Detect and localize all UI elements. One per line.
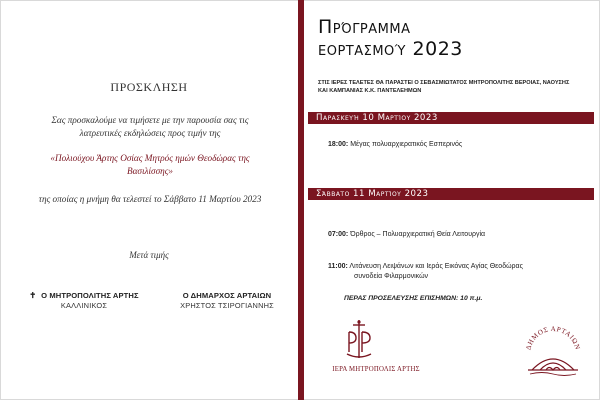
event-item bbox=[328, 140, 584, 150]
municipality-seal-icon bbox=[522, 320, 584, 382]
metropolis-caption: ΙΕΡΑ ΜΗΤΡΟΠΟΛΙΣ ΑΡΤΗΣ bbox=[332, 366, 420, 373]
event-text: Λιτάνευση Λειψάνων και Ιεράς Εικόνας Αγίας Θεοδώρας bbox=[349, 263, 523, 270]
signature-mayor bbox=[162, 291, 292, 310]
invitation-title: ΠΡΟΣΚΛΗΣΗ bbox=[110, 80, 188, 94]
program-title bbox=[318, 16, 598, 60]
feast-name: «Πολιούχου Άρτης Οσίας Μητρός ημών Θεοδώρας της Βασιλίσσης» bbox=[50, 153, 250, 176]
signatory-role: Ο ΜΗΤΡΟΠΟΛΙΤΗΣ ΑΡΤΗΣ bbox=[41, 291, 139, 300]
program-panel bbox=[304, 0, 600, 400]
event-text: Μέγας πολυαρχιερατικός Εσπερινός bbox=[350, 141, 463, 148]
svg-text:ΔΗΜΟΣ ΑΡΤΑΙΩΝ bbox=[524, 325, 581, 351]
invitation-panel bbox=[0, 0, 298, 400]
event-text: Όρθρος – Πολυαρχιερατική Θεία Λειτουργία bbox=[350, 231, 486, 238]
invitation-paragraph: Σας προσκαλούμε να τιμήσετε με την παρουσία σας τις λατρευτικές εκδηλώσεις προς τιμήν της bbox=[51, 115, 249, 138]
program-title-line1: Πρόγραμμα bbox=[318, 16, 411, 38]
event-item bbox=[328, 230, 584, 240]
event-time: 07:00: bbox=[328, 231, 349, 238]
regards-text: Μετά τιμής bbox=[129, 250, 169, 260]
metropolis-emblem-icon bbox=[344, 318, 374, 360]
day-header-friday: Παρασκευή 10 Μαρτίου 2023 bbox=[308, 112, 594, 124]
cross-icon: ✝ bbox=[29, 291, 37, 300]
signature-metropolitan bbox=[14, 291, 154, 310]
event-time: 18:00: bbox=[328, 141, 349, 148]
event-text-continued: συνοδεία Φιλαρμονικών bbox=[354, 272, 429, 280]
event-item bbox=[328, 262, 584, 281]
signatory-name: ΧΡΗΣΤΟΣ ΤΣΙΡΟΓΙΑΝΝΗΣ bbox=[180, 301, 274, 310]
officials-arrival-note: ΠΕΡΑΣ ΠΡΟΣΕΛΕΥΣΗΣ ΕΠΙΣΗΜΩΝ: 10 π.μ. bbox=[344, 295, 483, 302]
event-time: 11:00: bbox=[328, 263, 348, 270]
day-header-saturday: Σάββατο 11 Μαρτίου 2023 bbox=[308, 188, 594, 200]
program-title-line2: εορτασμού 2023 bbox=[318, 38, 463, 60]
program-subtitle: ΣΤΙΣ ΙΕΡΕΣ ΤΕΛΕΤΕΣ ΘΑ ΠΑΡΑΣΤΕΙ Ο ΣΕΒΑΣΜΙΩΤΑΤΟΣ ΜΗΤΡΟΠΟΛΙΤΗΣ ΒΕΡΟΙΑΣ, ΝΑΟΥΣΗΣ ΚΑΙ ΚΑΜΠΑΝΙΑΣ Κ.Κ. ΠΑΝΤΕΛΕΗΜΩΝ bbox=[318, 80, 570, 94]
signatory-role: Ο ΔΗΜΑΡΧΟΣ ΑΡΤΑΙΩΝ bbox=[182, 291, 272, 300]
feast-date-text: της οποίας η μνήμη θα τελεστεί το Σάββατο 11 Μαρτίου 2023 bbox=[38, 194, 262, 204]
seal-text: ΔΗΜΟΣ ΑΡΤΑΙΩΝ bbox=[524, 324, 582, 351]
signatory-name: ΚΑΛΛΙΝΙΚΟΣ bbox=[60, 301, 108, 310]
